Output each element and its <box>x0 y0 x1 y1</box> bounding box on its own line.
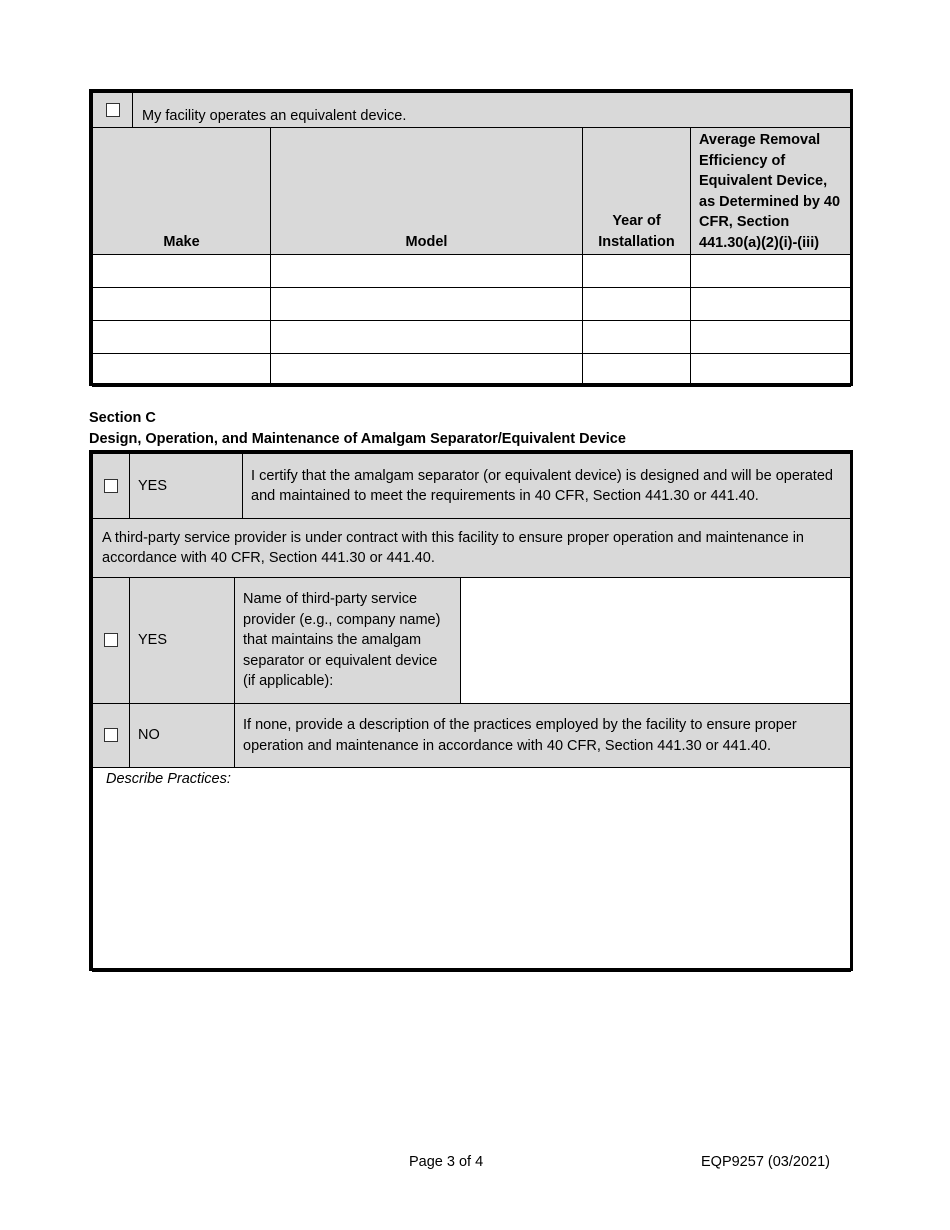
efficiency-field[interactable] <box>691 255 851 288</box>
certify-row <box>93 454 851 519</box>
model-header: Model <box>271 128 583 255</box>
year-field[interactable] <box>583 288 691 321</box>
no-checkbox[interactable] <box>104 728 118 742</box>
no-row <box>93 704 851 768</box>
section-c-table <box>89 450 853 971</box>
section-c-label: Section C <box>89 410 156 426</box>
form-id: EQP9257 (03/2021) <box>701 1154 830 1170</box>
third-party-name-field[interactable] <box>461 578 851 704</box>
model-field[interactable] <box>271 255 583 288</box>
model-field[interactable] <box>271 354 583 387</box>
section-c-title: Design, Operation, and Maintenance of Amalgam Separator/Equivalent Device <box>89 430 626 447</box>
equivalent-device-table <box>89 89 853 386</box>
efficiency-field[interactable] <box>691 321 851 354</box>
describe-practices-field[interactable] <box>93 768 851 972</box>
third-party-statement: A third-party service provider is under contract with this facility to ensure proper operation and maintenance in accordance with 40 CFR, Section 441.30 or 441.40. <box>93 519 851 578</box>
efficiency-field[interactable] <box>691 354 851 387</box>
equivalent-device-checkbox-row <box>93 93 851 128</box>
make-field[interactable] <box>93 255 271 288</box>
third-party-yes-label: YES <box>130 578 235 704</box>
model-field[interactable] <box>271 288 583 321</box>
certify-checkbox-cell <box>93 454 130 519</box>
year-header: Year of Installation <box>583 128 691 255</box>
certify-statement: I certify that the amalgam separator (or equivalent device) is designed and will be operated and maintained to meet the requirements in 40 CFR, Section 441.30 or 441.40. <box>243 454 851 519</box>
make-field[interactable] <box>93 354 271 387</box>
table-row <box>93 255 851 288</box>
no-description: If none, provide a description of the practices employed by the facility to ensure proper operation and maintenance in accordance with 40 CFR, Section 441.30 or 441.40. <box>235 704 851 768</box>
third-party-name-label: Name of third-party service provider (e.g., company name) that maintains the amalgam separator or equivalent device (if applicable): <box>235 578 461 704</box>
table-row <box>93 354 851 387</box>
table-row <box>93 321 851 354</box>
third-party-checkbox-cell <box>93 578 130 704</box>
no-label: NO <box>130 704 235 768</box>
describe-practices-label: Describe Practices: <box>106 771 231 787</box>
no-checkbox-cell <box>93 704 130 768</box>
efficiency-field[interactable] <box>691 288 851 321</box>
year-field[interactable] <box>583 321 691 354</box>
third-party-yes-checkbox[interactable] <box>104 633 118 647</box>
equivalent-device-checkbox[interactable] <box>106 103 120 117</box>
section-c-heading <box>89 408 626 449</box>
model-field[interactable] <box>271 321 583 354</box>
table-row <box>93 288 851 321</box>
make-field[interactable] <box>93 321 271 354</box>
year-field[interactable] <box>583 354 691 387</box>
year-field[interactable] <box>583 255 691 288</box>
third-party-yes-row <box>93 578 851 704</box>
page-number: Page 3 of 4 <box>409 1154 484 1170</box>
certify-yes-checkbox[interactable] <box>104 479 118 493</box>
make-header: Make <box>93 128 271 255</box>
efficiency-header: Average Removal Efficiency of Equivalent Device, as Determined by 40 CFR, Section 441.30(a)(2)(i)-(iii) <box>691 128 851 255</box>
certify-yes-label: YES <box>130 454 243 519</box>
make-field[interactable] <box>93 288 271 321</box>
equivalent-device-label: My facility operates an equivalent device. <box>142 107 407 124</box>
